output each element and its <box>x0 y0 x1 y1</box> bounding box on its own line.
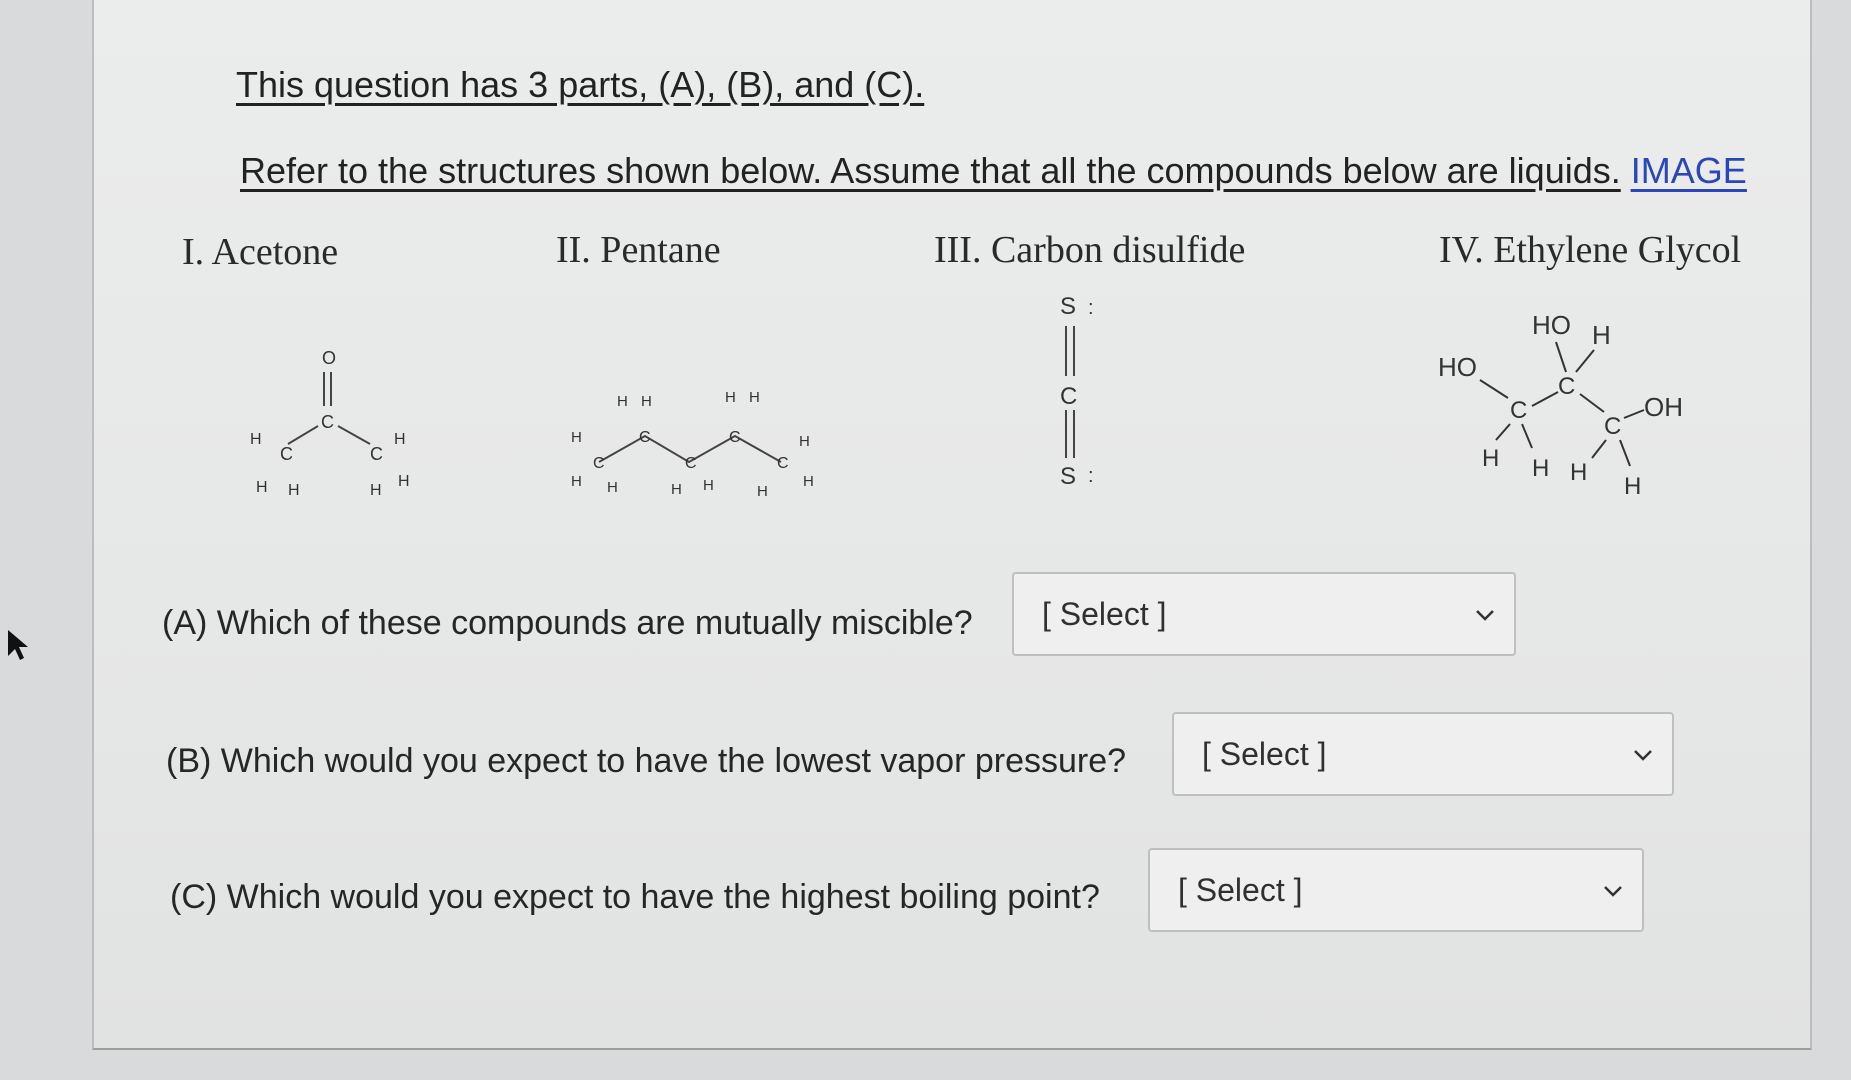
svg-text:H: H <box>250 431 262 448</box>
svg-text:H: H <box>607 479 618 496</box>
svg-text:H: H <box>803 473 814 490</box>
svg-text::: : <box>1088 465 1094 487</box>
question-c-text: (C) Which would you expect to have the highest boiling point? <box>170 878 1100 916</box>
svg-text:C: C <box>1510 397 1528 424</box>
question-a-selected-value: [ Select ] <box>1042 596 1167 632</box>
svg-text:C: C <box>1060 383 1078 410</box>
acetone-structure <box>184 340 414 515</box>
question-c-selected-value: [ Select ] <box>1178 872 1303 908</box>
question-panel <box>92 0 1812 1050</box>
image-link[interactable]: IMAGE <box>1630 150 1747 191</box>
svg-text:C: C <box>1558 373 1576 400</box>
svg-text:HO: HO <box>1438 352 1477 382</box>
svg-text:H: H <box>671 481 682 498</box>
svg-text:H: H <box>256 479 268 496</box>
chevron-down-icon <box>1632 744 1654 766</box>
svg-text:S: S <box>1060 463 1077 490</box>
svg-text:H: H <box>641 393 652 410</box>
svg-text:C: C <box>321 412 334 432</box>
chevron-down-icon <box>1602 880 1624 902</box>
svg-text:C: C <box>1604 413 1622 440</box>
svg-text:H: H <box>703 477 714 494</box>
svg-text:H: H <box>725 389 736 406</box>
svg-text:H: H <box>394 431 406 448</box>
compound-label-ethylene-glycol: IV. Ethylene Glycol <box>1439 229 1742 271</box>
svg-text:H: H <box>799 433 810 450</box>
carbon-disulfide-structure <box>1048 280 1128 515</box>
svg-text::: : <box>1088 297 1094 319</box>
mouse-pointer-icon <box>6 628 30 662</box>
refer-text: Refer to the structures shown below. Assume that all the compounds below are liquids. <box>240 150 1621 191</box>
svg-text:H: H <box>617 393 628 410</box>
svg-text:OH: OH <box>1644 392 1683 422</box>
svg-text:H: H <box>1532 455 1550 482</box>
svg-text:C: C <box>280 444 293 464</box>
svg-text:H: H <box>757 483 768 500</box>
question-b-selected-value: [ Select ] <box>1202 736 1327 772</box>
svg-text:H: H <box>1624 473 1642 500</box>
question-b-select[interactable] <box>1172 712 1674 796</box>
svg-text:H: H <box>571 429 582 446</box>
svg-text:C: C <box>593 455 605 472</box>
question-b-text: (B) Which would you expect to have the lowest vapor pressure? <box>166 742 1127 780</box>
compound-label-acetone: I. Acetone <box>182 231 339 273</box>
compound-label-carbon-disulfide: III. Carbon disulfide <box>934 229 1246 271</box>
svg-text:C: C <box>729 429 741 446</box>
svg-text:H: H <box>398 473 410 490</box>
svg-text:HO: HO <box>1532 310 1571 340</box>
svg-text:H: H <box>749 389 760 406</box>
svg-text:C: C <box>639 429 651 446</box>
question-c-select[interactable] <box>1148 848 1644 932</box>
svg-text:O: O <box>322 348 337 368</box>
svg-text:H: H <box>1482 445 1500 472</box>
question-a-select[interactable] <box>1012 572 1516 656</box>
pentane-structure <box>549 370 869 515</box>
ethylene-glycol-structure <box>1424 300 1694 515</box>
svg-text:H: H <box>288 482 300 499</box>
compound-label-pentane: II. Pentane <box>556 229 721 271</box>
svg-text:C: C <box>777 455 789 472</box>
chevron-down-icon <box>1474 604 1496 626</box>
question-title: This question has 3 parts, (A), (B), and (C). <box>236 64 925 105</box>
svg-text:H: H <box>1592 320 1611 350</box>
svg-text:C: C <box>370 444 383 464</box>
question-a-text: (A) Which of these compounds are mutually miscible? <box>162 604 973 642</box>
svg-text:H: H <box>571 473 582 490</box>
svg-text:C: C <box>685 455 697 472</box>
svg-text:S: S <box>1060 293 1077 320</box>
instructions-text <box>240 150 1747 192</box>
svg-text:H: H <box>1570 459 1588 486</box>
svg-text:H: H <box>370 482 382 499</box>
